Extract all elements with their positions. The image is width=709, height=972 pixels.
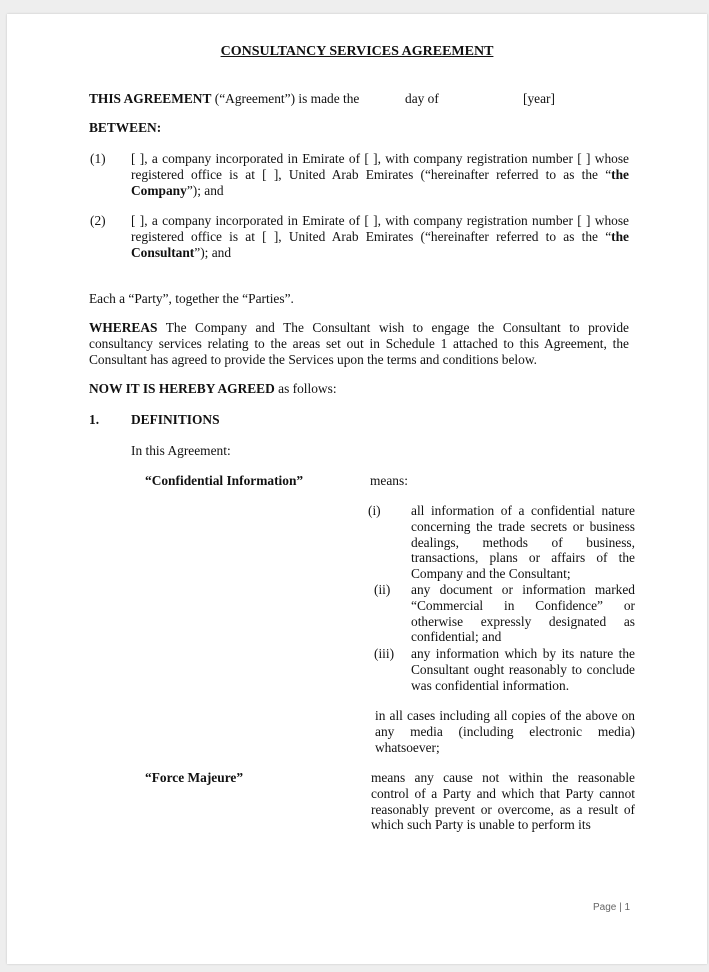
list-item-text: any information which by its nature the Consultant ought reasonably to conclude was confidential information.	[411, 646, 635, 693]
section-number: 1.	[89, 412, 100, 427]
intro-made: (“Agreement”) is made the	[211, 91, 360, 106]
intro-lead: THIS AGREEMENT	[89, 91, 212, 106]
document-page	[7, 14, 707, 964]
list-item-text: all information of a confidential nature concerning the trade secrets or business dealings, methods of business, transactions, plans or affairs of the Company and the Consultant;	[411, 503, 635, 582]
party-2-defined-term: the Consultant	[131, 228, 629, 260]
between-heading: BETWEEN:	[89, 120, 162, 135]
definition-term-confidential: “Confidential Information”	[145, 473, 304, 488]
party-1-tail: ”); and	[186, 182, 224, 198]
party-1-text	[131, 151, 629, 198]
party-1-number: (1)	[90, 151, 106, 166]
party-2-tail: ”); and	[194, 244, 232, 260]
list-item-text: any document or information marked “Commercial in Confidence” or otherwise expressly designated as confidential; and	[411, 582, 635, 645]
agreement-intro	[89, 91, 649, 107]
definition-means: means:	[370, 473, 408, 488]
agreed-lead: NOW IT IS HEREBY AGREED	[89, 381, 275, 396]
party-1-defined-term: the Company	[131, 166, 629, 198]
list-item-number: (iii)	[374, 646, 395, 661]
each-party-text: Each a “Party”, together the “Parties”.	[89, 291, 294, 306]
list-item-number: (ii)	[374, 582, 391, 597]
document-title: CONSULTANCY SERVICES AGREEMENT	[220, 44, 494, 59]
intro-day-of: day of	[405, 91, 439, 106]
intro-year: [year]	[523, 91, 555, 106]
agreed-rest: as follows:	[274, 381, 337, 396]
whereas-lead: WHEREAS	[89, 320, 158, 335]
page-number: Page | 1	[593, 902, 631, 913]
definition-term-force-majeure: “Force Majeure”	[145, 770, 244, 785]
agreed-clause	[89, 381, 337, 397]
whereas-clause	[89, 320, 629, 367]
section-heading: DEFINITIONS	[131, 412, 220, 427]
party-2-text	[131, 213, 629, 260]
list-item-number: (i)	[368, 503, 381, 518]
party-1-body: [ ], a company incorporated in Emirate of [ ], with company registration number [ ] whose registered office is at [ ], United Arab Emirates (“hereinafter referred to as the “	[131, 151, 629, 182]
party-2-number: (2)	[90, 213, 106, 228]
section-intro: In this Agreement:	[131, 443, 231, 458]
definition-closing: in all cases including all copies of the above on any media (including electronic media) whatsoever;	[375, 708, 635, 755]
whereas-body: The Company and The Consultant wish to engage the Consultant to provide consultancy services relating to the areas set out in Schedule 1 attached to this Agreement, the Consultant has agreed to provide the Services upon the terms and conditions below.	[89, 320, 629, 367]
party-2-body: [ ], a company incorporated in Emirate of [ ], with company registration number [ ] whose registered office is at [ ], United Arab Emirates (“hereinafter referred to as the “	[131, 213, 629, 244]
definition-force-majeure-text: means any cause not within the reasonable control of a Party and which that Party cannot reasonably prevent or overcome, as a result of which such Party is unable to perform its	[371, 770, 635, 833]
